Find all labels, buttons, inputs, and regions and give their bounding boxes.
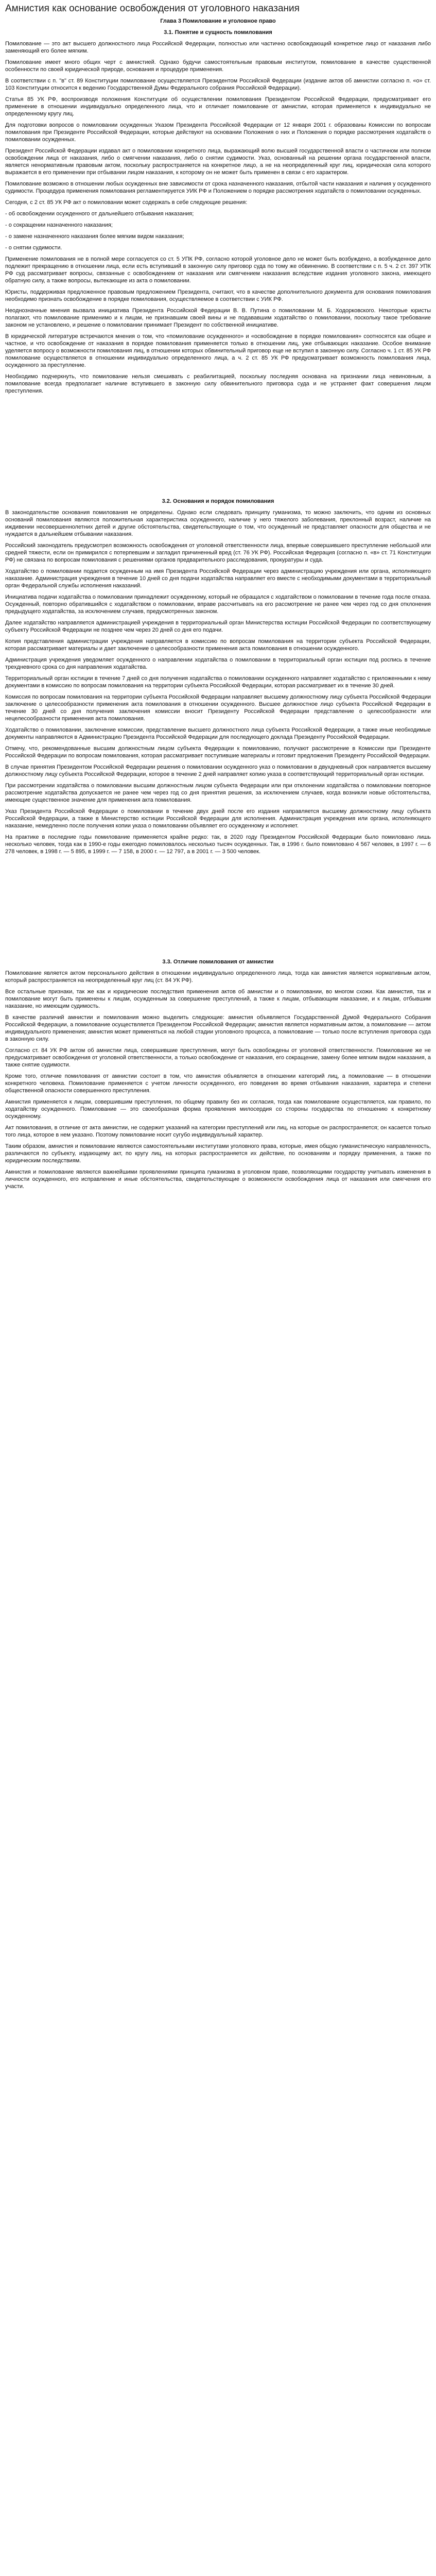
paragraph: Инициатива подачи ходатайства о помиловании принадлежит осужденному, который не обращался с ходатайством о помиловании в течение года после отказа. Осужденный, повторно обратившийся с ходатайством о помиловании, вправе рассчитывать на его рассмотрение не ранее чем через год со дня отклонения предыдущего ходатайства, за исключением случаев, предусмотренных законом. <box>5 594 431 615</box>
paragraph: Помилование возможно в отношении любых осужденных вне зависимости от срока назначенного наказания, отбытой части наказания и наличия у осужденного судимости. Процедура применения помилования регламентируется УИК РФ и Положением о порядке рассмотрения ходатайств о помиловании осужденных. <box>5 181 431 194</box>
paragraph: Необходимо подчеркнуть, что помилование нельзя смешивать с реабилитацией, поскольку последняя основана на признании лица невиновным, а помилование всегда предполагает наличие вступившего в законную силу обвинительного приговора суда и не устраняет факт совершения лицом преступления. <box>5 374 431 394</box>
paragraph: Применение помилования не в полной мере согласуется со ст. 5 УПК РФ, согласно которой уголовное дело не может быть возбуждено, а возбужденное дело подлежит прекращению в отношении лица, если есть вступивший в законную силу приговор суда по тому же обвинению. В соответствии с п. 5 ч. 2 ст. 397 УПК РФ суд рассматривает вопросы, связанные с освобождением от наказания или смягчением наказания вследствие издания уголовного закона, имеющего обратную силу, а также вопросы, вытекающие из акта о помиловании. <box>5 256 431 284</box>
paragraph: Помилование — это акт высшего должностного лица Российской Федерации, полностью или частично освобождающий конкретное лицо от наказания либо заменяющий его более мягким. <box>5 41 431 54</box>
paragraph: При рассмотрении ходатайства о помиловании высшим должностным лицом субъекта Федерации или при отклонении ходатайства о помиловании повторное рассмотрение ходатайства допускается не ранее чем через год со дня принятия решения, за исключением случаев, когда возникли новые обстоятельства, имеющие существенное значение для применения акта помилования. <box>5 783 431 803</box>
paragraph: В качестве различий амнистии и помилования можно выделить следующие: амнистия объявляется Государственной Думой Федерального Собрания Российской Федерации, а помилование осуществляется Президентом Российской Федерации; амнистия является нормативным актом, а помилование — актом индивидуального применения; амнистия может применяться на любой стадии уголовного процесса, а помилование — только после вступления приговора суда в законную силу. <box>5 1014 431 1042</box>
paragraph: Администрация учреждения уведомляет осужденного о направлении ходатайства о помиловании в территориальный орган юстиции под роспись в течение трехдневного срока со дня направления ходатайства. <box>5 657 431 670</box>
section-title: 3.1. Понятие и сущность помилования <box>164 29 272 36</box>
paragraph: Помилование имеет много общих черт с амнистией. Однако будучи самостоятельным правовым институтом, помилование в качестве существенной особенности по своей юридической природе, основания и процедуре применения. <box>5 59 431 73</box>
section-3-3 <box>5 958 431 1190</box>
paragraph: Комиссия по вопросам помилования на территории субъекта Российской Федерации направляет высшему должностному лицу субъекта Российской Федерации заключение о целесообразности применения акта помилования в отношении осужденного. Высшее должностное лицо субъекта Российской Федерации в течение 30 дней со дня получения заключения комиссии вносит Президенту Российской Федерации представление о целесообразности или нецелесообразности применения акта помилования. <box>5 694 431 722</box>
section-gap <box>5 859 431 957</box>
decision-list <box>5 210 431 251</box>
list-item: - о замене назначенного наказания более мягким видом наказания; <box>5 233 184 240</box>
section-title: 3.2. Основания и порядок помилования <box>162 498 274 504</box>
paragraph: В соответствии с п. "в" ст. 89 Конституции помилование осуществляется Президентом Российской Федерации (издание актов об амнистии согласно п. «о» ст. 103 Конституции относится к ведению Государственной Думы Федерального собрания Российской Федерации). <box>5 78 431 91</box>
paragraph: Юристы, поддерживая предложенное правовым предложением Президента, считают, что в качестве дополнительного документа для основания помилования необходимо признать освобождение в порядке помилования, осуществляемое в соответствии с УИК РФ. <box>5 289 431 302</box>
paragraph: Таким образом, амнистия и помилование являются самостоятельными институтами уголовного права, которые, имея общую гуманистическую направленность, различаются по субъекту, издающему акт, по кругу лиц, на которых распространяется их действие, по основаниям и порядку применения, а также по юридическим последствиям. <box>5 1143 431 1164</box>
paragraph: Амнистия и помилование являются важнейшими проявлениями принципа гуманизма в уголовном праве, позволяющими государству учитывать изменения в личности осужденного, его исправление и иные обстоятельства, свидетельствующие о возможности освобождения лица от наказания или смягчения его участи. <box>5 1169 431 1190</box>
paragraph: Ходатайство о помиловании, заключение комиссии, представление высшего должностного лица субъекта Российской Федерации, а также иные необходимые документы направляются в Администрацию Президента Российской Федерации для последующего доклада Президенту Российской Федерации. <box>5 727 431 740</box>
document-title: Амнистия как основание освобождения от уголовного наказания <box>5 3 300 14</box>
paragraph: В юридической литературе встречаются мнения о том, что «помилование осужденного» и «освобождение в порядке помилования» соотносятся как общее и частное, и что освобождение от наказания в порядке помилования применяется только в отношении лиц, уже отбывающих наказание. Особое внимание уделяется вопросу о возможности помилования лиц, в отношении которых обвинительный приговор еще не вступил в законную силу. Согласно ч. 1 ст. 85 УК РФ помилование осуществляется в отношении индивидуально определенного лица, а ч. 2 ст. 85 УК РФ предусматривает возможность помилования лица, осужденного за преступление. <box>5 333 431 368</box>
paragraph: Копия представления администрации учреждения направляется в комиссию по вопросам помилования на территории субъекта Российской Федерации, которая рассматривает материалы и дает заключение о целесообразности применения акта помилования в отношении осужденного. <box>5 638 431 652</box>
paragraph: В законодательстве основания помилования не определены. Однако если следовать принципу гуманизма, то можно заключить, что одним из основных оснований помилования являются положительная характеристика осужденного, наличие у него тяжелого заболевания, преклонный возраст, наличие на иждивении несовершеннолетних детей и другие обстоятельства, свидетельствующие о том, что осужденный не представляет опасности для общества и не нуждается в дальнейшем отбывании наказания. <box>5 510 431 537</box>
paragraph: Указ Президента Российской Федерации о помиловании в течение двух дней после его издания направляется высшему должностному лицу субъекта Российской Федерации, а также в Министерство юстиции Российской Федерации для исполнения. Администрация учреждения или органа, исполняющего наказание, немедленно после получения копии указа о помиловании объявляет его осужденному и исполняет. <box>5 808 431 829</box>
paragraph: В случае принятия Президентом Российской Федерации решения о помиловании осужденного указ о помиловании в двухдневный срок направляется высшему должностному лицу субъекта Российской Федерации, которое в течение 2 дней направляет копию указа в соответствующий территориальный орган юстиции. <box>5 764 431 777</box>
document-page <box>0 0 436 1205</box>
chapter-title: Глава 3 Помилование и уголовное право <box>160 18 276 24</box>
section-gap <box>5 399 431 497</box>
paragraph: Неоднозначные мнения вызвала инициатива Президента Российской Федерации В. В. Путина о помиловании М. Б. Ходорковского. Некоторые юристы полагают, что помилование применимо и к лицам, не признавшим своей вины и не подававшим ходатайство о помиловании, поскольку такое требование законом не установлено, и решение о помиловании принимает Президент по собственной инициативе. <box>5 308 431 328</box>
paragraph: Кроме того, отличие помилования от амнистии состоит в том, что амнистия объявляется в отношении категорий лиц, а помилование — в отношении конкретного человека. Помилование применяется с учетом личности осужденного, его поведения во время отбывания наказания, характера и степени общественной опасности совершенного преступления. <box>5 1073 431 1094</box>
paragraph: Амнистия применяется к лицам, совершившим преступления, по общему правилу без их согласия, тогда как помилование осуществляется, как правило, по ходатайству осужденного. Помилование — это своеобразная форма проявления милосердия со стороны государства по отношению к конкретному осужденному. <box>5 1099 431 1120</box>
list-item: - о снятии судимости. <box>5 245 62 251</box>
paragraph: Президент Российской Федерации издавал акт о помиловании конкретного лица, выражающий волю высшей государственной власти о частичном или полном освобождении лица от наказания, либо о смягчении наказания, либо о снятии судимости. Указ, основанный на решении органа государственной власти, является ненормативным правовым актом, поскольку распространяется на конкретное лицо, а не на неопределенный круг лиц, юридическая сила которого выражается в его применении при отбывании лицом наказания, к которому он не может быть применен в связи с его характером. <box>5 148 431 176</box>
paragraph: Ходатайство о помиловании подается осужденным на имя Президента Российской Федерации через администрацию учреждения или органа, исполняющего наказание. Администрация учреждения в течение 10 дней со дня подачи ходатайства направляет его вместе с необходимыми документами в территориальный орган Федеральной службы исполнения наказаний. <box>5 568 431 589</box>
section-3-1 <box>5 29 431 395</box>
paragraph: Отмечу, что, рекомендованные высшим должностным лицом субъекта Федерации к помилованию, получают рассмотрение в Комиссии при Президенте Российской Федерации по вопросам помилования, которая рассматривает поступившие материалы и готовит предложения Президенту Российской Федерации. <box>5 745 431 759</box>
paragraph: Далее ходатайство направляется администрацией учреждения в территориальный орган Министерства юстиции Российской Федерации по соответствующему субъекту Российской Федерации не позднее чем через 20 дней со дня его подачи. <box>5 620 431 633</box>
paragraph: Территориальный орган юстиции в течение 7 дней со дня получения ходатайства о помиловании осужденного направляет ходатайство с приложенными к нему документами в комиссию по вопросам помилования на территории субъекта Российской Федерации, которая рассматривает их в течение 30 дней. <box>5 675 431 689</box>
paragraph: Сегодня, с 2 ст. 85 УК РФ акт о помиловании может содержать в себе следующие решения: <box>5 199 248 206</box>
paragraph: На практике в последние годы помилование применяется крайне редко: так, в 2020 году Президентом Российской Федерации было помиловано лишь несколько человек, тогда как в 1990-е годы ежегодно помиловалось несколько тысяч осужденных. Так, в 1996 г. было помиловано 4 567 человек, в 1997 г. — 6 278 человек, в 1998 г. — 5 895, в 1999 г. — 7 158, в 2000 г. — 12 797, а в 2001 г. — 3 500 человек. <box>5 834 431 855</box>
paragraph: Согласно ст. 84 УК РФ актом об амнистии лица, совершившие преступления, могут быть освобождены от уголовной ответственности. Помилование же не предусматривает освобождения от уголовной ответственности, а только освобождение от наказания, его сокращение, замену более мягким видом наказания, а также снятие судимости. <box>5 1047 431 1068</box>
list-item: - об освобождении осужденного от дальнейшего отбывания наказания; <box>5 211 194 217</box>
list-item: - о сокращении назначенного наказания; <box>5 222 113 228</box>
paragraph: Все остальные признаки, так же как и юридические последствия применения актов об амнистии и о помиловании, во многом схожи. Как амнистия, так и помилование могут быть применены к лицам, осужденным за совершение преступлений, а также к лицам, отбывающим наказание, и к лицам, отбывшим наказание, но имеющим судимость. <box>5 989 431 1009</box>
paragraph: Российский законодатель предусмотрел возможность освобождения от уголовной ответственности лица, впервые совершившего преступление небольшой или средней тяжести, если он примирился с потерпевшим и загладил причиненный вред (ст. 76 УК РФ). Российская Федерация (согласно п. «в» ст. 71 Конституции РФ) не связана по вопросам помилования с решениями органов предварительного расследования, прокуратуры и суда. <box>5 543 431 563</box>
section-title: 3.3. Отличие помилования от амнистии <box>162 959 274 965</box>
paragraph: Статья 85 УК РФ, воспроизводя положения Конституции об осуществлении помилования Президентом Российской Федерации, предусматривает его применение в отношении индивидуально определенного лица, что и отличает помилование от амнистии, которая применяется к индивидуально не определенному кругу лиц. <box>5 96 431 117</box>
paragraph: Акт помилования, в отличие от акта амнистии, не содержит указаний на категории преступлений или лиц, на которые он распространяется; он касается только того лица, которое в нем указано. Поэтому помилование носит сугубо индивидуальный характер. <box>5 1125 431 1138</box>
section-3-2 <box>5 498 431 855</box>
paragraph: Для подготовки вопросов о помиловании осужденных Указом Президента Российской Федерации от 12 января 2001 г. образованы Комиссии по вопросам помилования при Президенте Российской Федерации, которые действуют на основании Положения о них и Положения о порядке рассмотрения ходатайств о помиловании осужденных. <box>5 122 431 143</box>
paragraph: Помилование является актом персонального действия в отношении индивидуально определенного лица, тогда как амнистия является нормативным актом, который распространяется на неопределенный круг лиц (ст. 84 УК РФ). <box>5 970 431 984</box>
